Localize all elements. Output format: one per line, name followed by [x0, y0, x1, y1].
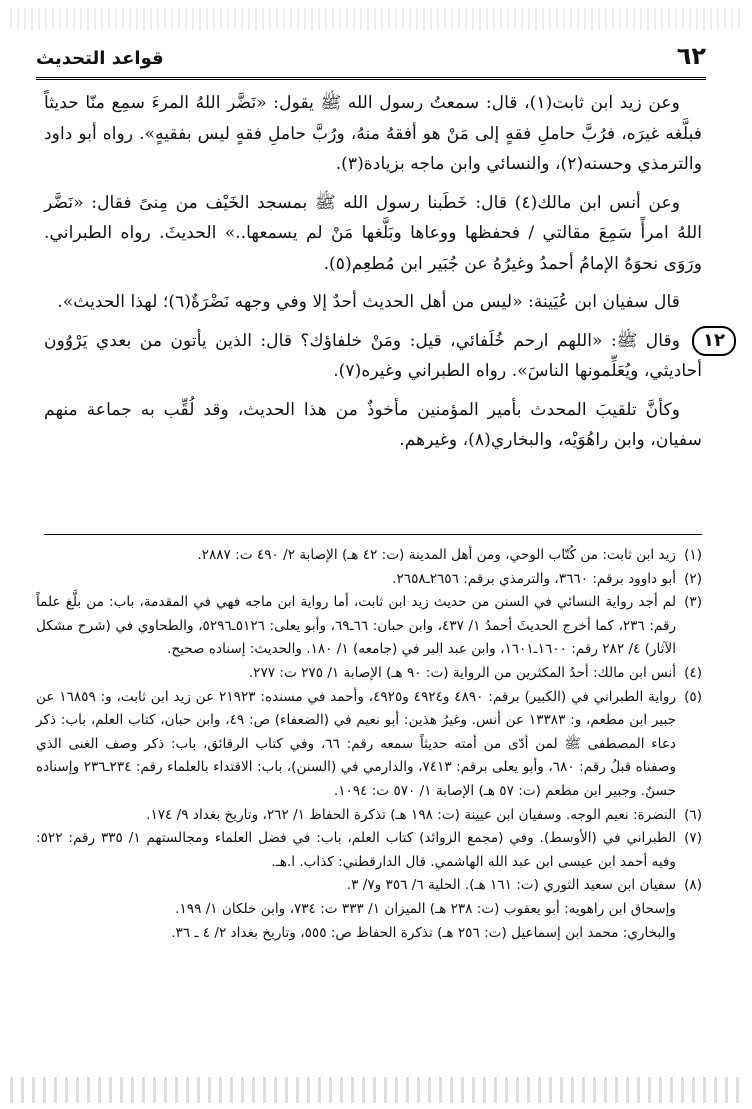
- paragraph-sufyan: قال سفيان ابن عُيَينة: «ليس من أهل الحديث أحدٌ إلا وفي وجهه نَضْرَةٌ(٦)؛ لهذا الحديث».: [57, 292, 680, 312]
- footnote-4: [36, 662, 702, 686]
- footnote-number: (١): [684, 547, 702, 563]
- footnote-text: رواية الطبراني في (الكبير) برقم: ٤٨٩٠ و٤٩٢٤ و٤٩٢٥، وأحمد في مسنده: ٢١٩٢٣ عن زيد ابن ثابت، و: ١٦٨٥٩ عن جبير ابن مطعم، و: ١٣٣٨٣ عن أنس. وغيرُ هذين: أبو نعيم في (الضعفاء) ص: ٤٩، وابن حبان، كتاب العلم، باب: ذكر دعاء المصطفى ﷺ لمن أدّى من أمته حديثاً سمعه رقم: ٦٦، وفي كتاب الرقائق، باب: ذكر وصف الغنى الذي وصفناه قبلُ رقم: ٦٨٠، وأبو يعلى برقم: ٧٤١٣، والدارمي في (السنن)، باب: الاقتداء بالعلماء رقم: ٢٣٤ـ٢٣٦ وإسناده حسنٌ. وجبير ابن مطعم (ت: ٥٧ هـ) الإصابة ١/ ٥٧٠ ت: ١٠٩٤.: [36, 688, 677, 799]
- footnote-number: (٨): [684, 877, 702, 894]
- footnote-number: (٦): [684, 806, 702, 823]
- paragraph-khulafa: وقال ﷺ: «اللهم ارحم خُلَفائي، قيل: ومَنْ خلفاؤك؟ قال: الذين يأتون من بعدي يَرْوُون أحاديثي، ويُعَلِّمونها الناسَ». رواه الطبراني وغيره(٧).: [44, 330, 702, 381]
- decorative-bottom-border: [10, 1077, 742, 1103]
- header-rule: [36, 77, 706, 80]
- footnote-8-continuation-bukhari: والبخاري: محمد ابن إسماعيل (ت: ٢٥٦ هـ) تذكرة الحفاظ ص: ٥٥٥، وتاريخ بغداد ٢/ ٤ ـ ٣٦.: [171, 924, 676, 941]
- hadith-number-badge: ١٢: [692, 326, 736, 356]
- page-header: [36, 44, 706, 76]
- paragraph-anas: وعن أنس ابن مالك(٤) قال: خَطَبنا رسول الله ﷺ بمسجد الخَيْف من مِنىً فقال: «نَضَّر اللهُ امرأً سَمِعَ مقالتي / فحفظها ووعاها وبَلَّغها مَنْ لم يسمعها..» الحديثَ. رواه الطبراني. ورَوَى نحوَهُ الإمامُ أحمدُ وغيرُهُ عن جُبَير ابن مُطعِم(٥).: [44, 192, 702, 274]
- footnote-number: (٤): [684, 664, 702, 681]
- footnote-separator: [44, 534, 702, 535]
- footnote-text: أنس ابن مالك: أحدُ المكثرين من الرواية (ت: ٩٠ هـ) الإصابة ١/ ٢٧٥ ت: ٢٧٧.: [248, 664, 676, 681]
- footnote-text: زيد ابن ثابت: من كُتّاب الوحي، ومن أهل المدينة (ت: ٤٢ هـ) الإصابة ٢/ ٤٩٠ ت: ٢٨٨٧.: [197, 547, 676, 563]
- page-number: ٦٢: [676, 42, 706, 70]
- footnote-8-continuation-ishaq: وإسحاق ابن راهويه: أبو يعقوب (ت: ٢٣٨ هـ) الميزان ١/ ٣٣٣ ت: ٧٣٤، وابن خلكان ١/ ١٩٩.: [175, 900, 676, 917]
- footnotes: [36, 544, 702, 945]
- decorative-top-border: [10, 8, 742, 30]
- footnote-8: [36, 874, 702, 898]
- running-title: قواعد التحديث: [36, 48, 164, 69]
- footnote-number: (٣): [684, 594, 702, 611]
- footnote-1: [36, 544, 702, 568]
- footnote-number: (٥): [684, 688, 702, 705]
- footnote-text: لم أجد رواية النسائي في السنن من حديث زيد ابن ثابت، أما رواية ابن ماجه فهي في المقدمة، باب: من بلَّغ علماً رقم: ٢٣٦، كما أخرج الحديثَ أحمدُ ١/ ٤٣٧، وابن حبان: ٦٦ـ٦٩، وأبو يعلى: ٥١٢٦ـ٥٢٩٦، والطحاوي في (شرح مشكل الآثار) ٤/ ٢٨٢ رقم: ١٦٠٠ـ١٦٠١، وابن عبد البر في (جامعه) ١/ ١٨٠. والحديث: إسناده صحيح.: [36, 594, 677, 658]
- footnote-3: [36, 591, 702, 662]
- footnote-2: [36, 568, 702, 592]
- footnote-5: [36, 686, 702, 804]
- footnote-number: (٧): [684, 830, 702, 847]
- footnote-text: الطبراني في (الأوسط). وفي (مجمع الزوائد) كتاب العلم، باب: في فضل العلماء ومجالستهم ١/ ٣٣٥ رقم: ٥٢٢: وفيه أحمد ابن عيسى ابن عبد الله الهاشمي. قال الدارقطني: كذاب. ا.هـ.: [36, 830, 677, 870]
- paragraph-amir-almuminin: وكأنَّ تلقيبَ المحدث بأمير المؤمنين مأخوذٌ من هذا الحديث، وقد لُقِّب به جماعة منهم سفيان، وابن راهُوَيْه، والبخاري(٨)، وغيرهم.: [44, 399, 702, 450]
- paragraph-zaid: وعن زيد ابن ثابت(١)، قال: سمعتُ رسول الله ﷺ يقول: «نَضَّر اللهُ المرءَ سمِع منّا حديثاً فبلَّغه غيرَه، فرُبَّ حاملِ فقهٍ إلى مَنْ هو أفقهُ منهُ، ورُبَّ حاملِ فقهٍ ليس بفقيهٍ». رواه أبو داود والترمذي وحسنه(٢)، والنسائي وابن ماجه بزيادة(٣).: [44, 93, 702, 174]
- footnote-6: [36, 804, 702, 828]
- main-text: [44, 88, 725, 464]
- footnote-text: النضرة: نعيم الوجه. وسفيان ابن عيينة (ت: ١٩٨ هـ) تذكرة الحفاظ ١/ ٢٦٢، وتاريخ بغداد ٩/ ١٧٤.: [146, 806, 676, 823]
- footnote-text: أبو داوود برقم: ٣٦٦٠، والترمذي برقم: ٢٦٥٦ـ٢٦٥٨.: [392, 570, 676, 587]
- footnote-number: (٢): [684, 570, 702, 587]
- footnote-text: سفيان ابن سعيد الثوري (ت: ١٦١ هـ). الحلية ٦/ ٣٥٦ و٧/ ٣.: [346, 877, 676, 894]
- footnote-7: [36, 827, 702, 874]
